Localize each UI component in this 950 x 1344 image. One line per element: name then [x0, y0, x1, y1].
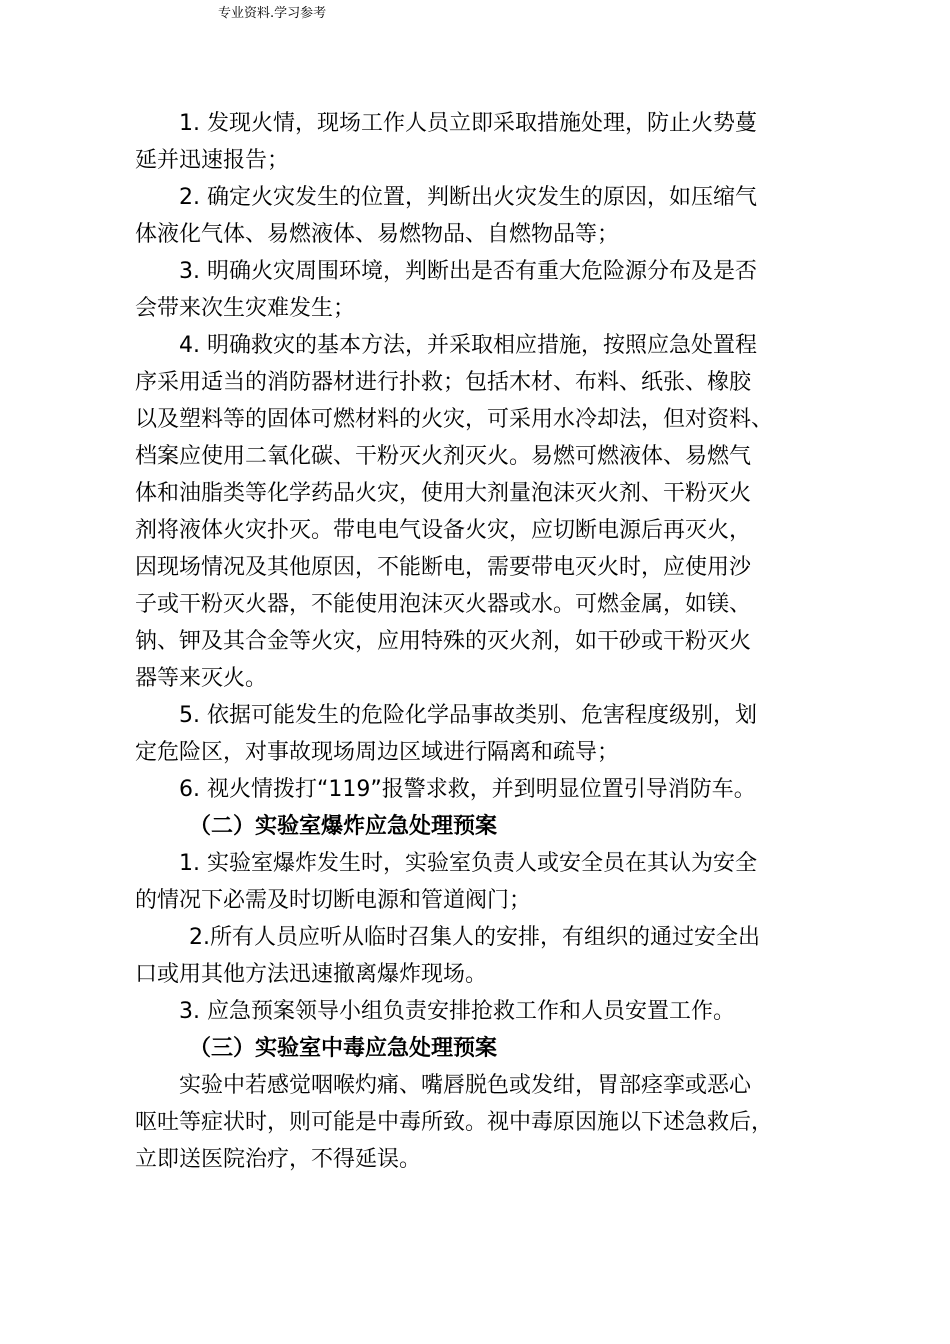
paragraph-line: 6. 视火情拨打“119”报警求救，并到明显位置引导消防车。 — [179, 777, 756, 802]
paragraph-line: 1. 实验室爆炸发生时，实验室负责人或安全员在其认为安全 — [179, 851, 757, 876]
section-heading-explosion: （二）实验室爆炸应急处理预案 — [189, 814, 498, 839]
paragraph-line: 2.所有人员应听从临时召集人的安排，有组织的通过安全出 — [189, 925, 760, 950]
paragraph-line: 5. 依据可能发生的危险化学品事故类别、危害程度级别，划 — [179, 703, 757, 728]
paragraph-line: 体和油脂类等化学药品火灾，使用大剂量泡沫灭火剂、干粉灭火 — [135, 481, 752, 506]
paragraph-line: 4. 明确救灾的基本方法，并采取相应措施，按照应急处置程 — [179, 333, 757, 358]
paragraph-line: 以及塑料等的固体可燃材料的火灾，可采用水冷却法，但对资料、 — [135, 407, 774, 432]
paragraph-line: 序采用适当的消防器材进行扑救；包括木材、布料、纸张、橡胶 — [135, 370, 752, 395]
paragraph-line: 因现场情况及其他原因，不能断电，需要带电灭火时，应使用沙 — [135, 555, 752, 580]
paragraph-line: 延并迅速报告； — [135, 148, 290, 173]
paragraph-line: 会带来次生灾难发生； — [135, 296, 356, 321]
paragraph-line: 3. 明确火灾周围环境，判断出是否有重大危险源分布及是否 — [179, 259, 757, 284]
paragraph-line: 剂将液体火灾扑灭。带电电气设备火灾，应切断电源后再灭火， — [135, 518, 752, 543]
document-body — [135, 105, 828, 1178]
paragraph-line: 的情况下必需及时切断电源和管道阀门； — [135, 888, 532, 913]
paragraph-line: 立即送医院治疗，不得延误。 — [135, 1147, 422, 1172]
paragraph-line: 1. 发现火情，现场工作人员立即采取措施处理，防止火势蔓 — [179, 111, 757, 136]
paragraph-line: 口或用其他方法迅速撤离爆炸现场。 — [135, 962, 488, 987]
paragraph-line: 体液化气体、易燃液体、易燃物品、自燃物品等； — [135, 222, 620, 247]
section-heading-poisoning: （三）实验室中毒应急处理预案 — [189, 1036, 498, 1061]
paragraph-line: 3. 应急预案领导小组负责安排抢救工作和人员安置工作。 — [179, 999, 735, 1024]
paragraph-line: 呕吐等症状时，则可能是中毒所致。视中毒原因施以下述急救后， — [135, 1110, 774, 1135]
paragraph-line: 器等来灭火。 — [135, 666, 268, 691]
page-header: 专业资料.学习参考 — [218, 6, 327, 21]
paragraph-line: 实验中若感觉咽喉灼痛、嘴唇脱色或发绀，胃部痉挛或恶心 — [179, 1073, 752, 1098]
paragraph-line: 档案应使用二氧化碳、干粉灭火剂灭火。易燃可燃液体、易燃气 — [135, 444, 752, 469]
paragraph-line: 子或干粉灭火器，不能使用泡沫灭火器或水。可燃金属，如镁、 — [135, 592, 752, 617]
paragraph-line: 定危险区，对事故现场周边区域进行隔离和疏导； — [135, 740, 620, 765]
paragraph-line: 钠、钾及其合金等火灾，应用特殊的灭火剂，如干砂或干粉灭火 — [135, 629, 752, 654]
paragraph-line: 2. 确定火灾发生的位置，判断出火灾发生的原因，如压缩气 — [179, 185, 757, 210]
